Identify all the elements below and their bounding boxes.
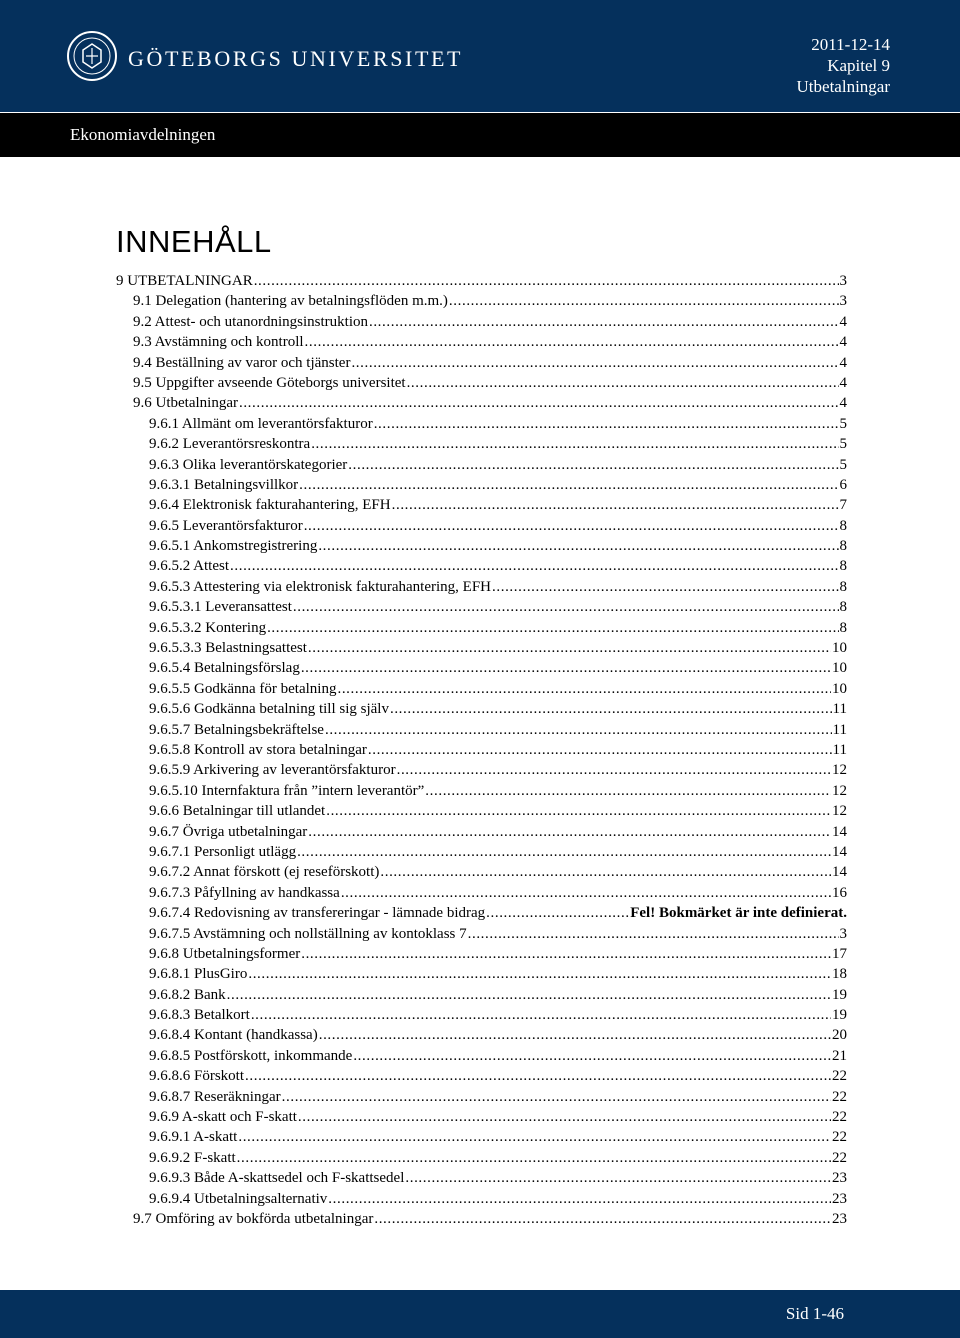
toc-leader-dots <box>341 883 831 903</box>
toc-entry[interactable] <box>116 944 847 964</box>
toc-leader-dots <box>245 1066 831 1086</box>
toc-entry-page: 4 <box>839 334 847 351</box>
toc-entry-page: 4 <box>839 313 847 330</box>
toc-entry-label: 9.6.8.3 Betalkort <box>149 1007 250 1024</box>
toc-leader-dots <box>297 842 831 862</box>
toc-entry[interactable] <box>116 434 847 454</box>
toc-entry-page: 4 <box>839 374 847 391</box>
toc-leader-dots <box>425 781 831 801</box>
toc-entry-page: 22 <box>832 1068 847 1085</box>
toc-entry-page: 11 <box>832 741 847 758</box>
toc-entry-label: 9.6.8.7 Reseräkningar <box>149 1088 281 1105</box>
toc-entry[interactable] <box>116 414 847 434</box>
document-date: 2011-12-14 <box>811 35 890 54</box>
toc-leader-dots <box>267 618 838 638</box>
toc-entry[interactable] <box>116 1025 847 1045</box>
toc-entry[interactable] <box>116 291 847 311</box>
toc-entry-label: 9.6.7.4 Redovisning av transfereringar - lämnade bidrag <box>149 905 486 922</box>
toc-entry-label: 9.6.7.1 Personligt utlägg <box>149 843 297 860</box>
toc-entry-label: 9.6.5.2 Attest <box>149 558 230 575</box>
toc-entry-label: 9.6.1 Allmänt om leverantörsfakturor <box>149 415 373 432</box>
toc-entry-page: 22 <box>832 1149 847 1166</box>
toc-leader-dots <box>227 985 831 1005</box>
toc-entry-page: 21 <box>832 1047 847 1064</box>
toc-leader-dots <box>351 353 838 373</box>
toc-entry[interactable] <box>116 271 847 291</box>
toc-entry[interactable] <box>116 536 847 556</box>
toc-leader-dots <box>486 903 629 923</box>
toc-entry[interactable] <box>116 618 847 638</box>
toc-entry-page: 11 <box>832 721 847 738</box>
toc-leader-dots <box>301 658 831 678</box>
university-seal-icon <box>66 30 118 82</box>
toc-entry-label: 9.6.4 Elektronisk fakturahantering, EFH <box>149 497 391 514</box>
toc-entry-label: 9.6.5.9 Arkivering av leverantörsfakturor <box>149 762 396 779</box>
toc-entry-page: 8 <box>839 558 847 575</box>
toc-leader-dots <box>348 455 838 475</box>
toc-entry[interactable] <box>116 1209 847 1229</box>
toc-entry[interactable] <box>116 985 847 1005</box>
toc-entry-label: 9.6.8.2 Bank <box>149 986 226 1003</box>
toc-entry[interactable] <box>116 1168 847 1188</box>
toc-entry[interactable] <box>116 822 847 842</box>
toc-entry[interactable] <box>116 964 847 984</box>
toc-entry-label: 9.6.9 A-skatt och F-skatt <box>149 1109 297 1126</box>
chapter-label: Kapitel 9 <box>827 56 890 75</box>
toc-entry[interactable] <box>116 740 847 760</box>
toc-entry[interactable] <box>116 516 847 536</box>
toc-entry-label: 9.6.5.3 Attestering via elektronisk fakturahantering, EFH <box>149 578 492 595</box>
toc-entry-label: 9.6.7.3 Påfyllning av handkassa <box>149 884 340 901</box>
toc-leader-dots <box>248 964 831 984</box>
toc-leader-dots <box>353 1046 831 1066</box>
toc-leader-dots <box>305 332 839 352</box>
toc-entry-page: 23 <box>832 1190 847 1207</box>
toc-entry[interactable] <box>116 1046 847 1066</box>
toc-entry-label: 9.7 Omföring av bokförda utbetalningar <box>133 1210 374 1227</box>
toc-entry-page: 14 <box>832 864 847 881</box>
toc-entry-page: 19 <box>832 986 847 1003</box>
toc-entry-label: 9.6.9.2 F-skatt <box>149 1149 236 1166</box>
toc-entry[interactable] <box>116 455 847 475</box>
toc-leader-dots <box>380 862 831 882</box>
toc-entry-page: 6 <box>839 476 847 493</box>
toc-entry-label: 9.6.5.10 Internfaktura från ”intern leverantör” <box>149 782 425 799</box>
toc-entry-label: 9.6.5.7 Betalningsbekräftelse <box>149 721 324 738</box>
toc-leader-dots <box>293 597 839 617</box>
toc-entry-label: 9.6.8.4 Kontant (handkassa) <box>149 1027 318 1044</box>
toc-entry-page: 17 <box>832 945 847 962</box>
toc-entry[interactable] <box>116 638 847 658</box>
toc-entry[interactable] <box>116 393 847 413</box>
toc-leader-dots <box>282 1087 831 1107</box>
document-meta <box>797 34 890 97</box>
toc-entry[interactable] <box>116 679 847 699</box>
toc-entry-label: 9.6.3 Olika leverantörskategorier <box>149 456 348 473</box>
toc-leader-dots <box>311 434 838 454</box>
toc-leader-dots <box>301 944 831 964</box>
toc-entry-page: 19 <box>832 1007 847 1024</box>
toc-entry[interactable] <box>116 373 847 393</box>
toc-entry[interactable] <box>116 801 847 821</box>
toc-entry-page: 5 <box>839 436 847 453</box>
toc-entry-label: 9.1 Delegation (hantering av betalningsflöden m.m.) <box>133 293 448 310</box>
toc-leader-dots <box>230 556 838 576</box>
toc-entry[interactable] <box>116 332 847 352</box>
toc-entry-page: 4 <box>839 395 847 412</box>
page-number: Sid 1-46 <box>785 1304 844 1323</box>
toc-entry-page: 23 <box>832 1210 847 1227</box>
toc-entry[interactable] <box>116 1107 847 1127</box>
toc-entry-label: 9.6.7.2 Annat förskott (ej reseförskott) <box>149 864 380 881</box>
toc-entry-page: 5 <box>839 456 847 473</box>
toc-entry-page: 12 <box>832 782 847 799</box>
toc-leader-dots <box>392 495 839 515</box>
toc-entry[interactable] <box>116 495 847 515</box>
toc-entry[interactable] <box>116 312 847 332</box>
toc-leader-dots <box>238 1127 831 1147</box>
toc-entry[interactable] <box>116 924 847 944</box>
toc-entry-label: 9.5 Uppgifter avseende Göteborgs universitet <box>133 374 406 391</box>
toc-leader-dots <box>374 414 839 434</box>
toc-leader-dots <box>390 699 832 719</box>
toc-entry[interactable] <box>116 1148 847 1168</box>
toc-entry-page: 8 <box>839 578 847 595</box>
toc-leader-dots <box>304 516 839 536</box>
toc-entry-page: 10 <box>832 640 847 657</box>
toc-leader-dots <box>239 393 839 413</box>
toc-entry-label: 9.4 Beställning av varor och tjänster <box>133 354 351 371</box>
toc-entry-label: 9.3 Avstämning och kontroll <box>133 334 304 351</box>
toc-entry-page: 14 <box>832 843 847 860</box>
toc-entry-page: Fel! Bokmärket är inte definierat. <box>630 905 847 922</box>
toc-entry-label: 9.6.5.4 Betalningsförslag <box>149 660 300 677</box>
toc-leader-dots <box>492 577 838 597</box>
toc-leader-dots <box>369 312 839 332</box>
toc-leader-dots <box>325 720 832 740</box>
toc-entry-page: 14 <box>832 823 847 840</box>
toc-entry-page: 5 <box>839 415 847 432</box>
toc-entry-page: 22 <box>832 1109 847 1126</box>
toc-leader-dots <box>328 1189 831 1209</box>
toc-entry-label: 9.6.9.4 Utbetalningsalternativ <box>149 1190 328 1207</box>
toc-entry[interactable] <box>116 1127 847 1147</box>
toc-entry-page: 12 <box>832 803 847 820</box>
toc-leader-dots <box>326 801 831 821</box>
toc-entry-page: 10 <box>832 680 847 697</box>
toc-leader-dots <box>308 822 831 842</box>
toc-entry[interactable] <box>116 903 847 923</box>
toc-entry-label: 9.6.5.5 Godkänna för betalning <box>149 680 337 697</box>
toc-entry-label: 9.6 Utbetalningar <box>133 395 238 412</box>
toc-entry[interactable] <box>116 577 847 597</box>
toc-entry-page: 22 <box>832 1088 847 1105</box>
toc-entry-label: 9.6.2 Leverantörsreskontra <box>149 436 311 453</box>
toc-leader-dots <box>374 1209 831 1229</box>
toc-entry-label: 9.6.8.1 PlusGiro <box>149 966 248 983</box>
toc-entry-label: 9.6.5 Leverantörsfakturor <box>149 517 303 534</box>
toc-entry[interactable] <box>116 883 847 903</box>
toc-entry[interactable] <box>116 658 847 678</box>
toc-entry-page: 18 <box>832 966 847 983</box>
toc-entry-page: 22 <box>832 1129 847 1146</box>
toc-leader-dots <box>337 679 831 699</box>
toc-entry-label: 9.6.5.6 Godkänna betalning till sig själv <box>149 701 389 718</box>
toc-entry-label: 9.6.5.3.2 Kontering <box>149 619 267 636</box>
toc-entry-label: 9.6.8.5 Postförskott, inkommande <box>149 1047 353 1064</box>
toc-entry-label: 9.2 Attest- och utanordningsinstruktion <box>133 313 368 330</box>
toc-entry-page: 8 <box>839 538 847 555</box>
toc-leader-dots <box>251 1005 831 1025</box>
toc-entry[interactable] <box>116 597 847 617</box>
toc-leader-dots <box>468 924 839 944</box>
toc-entry-page: 7 <box>839 497 847 514</box>
toc-entry-label: 9.6.5.1 Ankomstregistrering <box>149 538 318 555</box>
toc-entry[interactable] <box>116 1005 847 1025</box>
toc-entry[interactable] <box>116 699 847 719</box>
toc-leader-dots <box>298 1107 831 1127</box>
toc-leader-dots <box>405 1168 831 1188</box>
toc-leader-dots <box>318 536 838 556</box>
toc-entry-page: 16 <box>832 884 847 901</box>
toc-entry-label: 9 UTBETALNINGAR <box>116 273 253 289</box>
toc-entry-page: 8 <box>839 619 847 636</box>
toc-entry-label: 9.6.6 Betalningar till utlandet <box>149 803 326 820</box>
toc-entry-page: 3 <box>839 293 847 310</box>
toc-entry[interactable] <box>116 781 847 801</box>
toc-entry-page: 8 <box>839 517 847 534</box>
toc-entry[interactable] <box>116 720 847 740</box>
toc-leader-dots <box>397 760 831 780</box>
toc-entry[interactable] <box>116 1189 847 1209</box>
toc-entry-page: 10 <box>832 660 847 677</box>
toc-entry-label: 9.6.7.5 Avstämning och nollställning av kontoklass 7 <box>149 925 467 942</box>
toc-entry-label: 9.6.5.3.3 Belastningsattest <box>149 640 307 657</box>
toc-entry-page: 3 <box>839 273 847 289</box>
department-name: Ekonomiavdelningen <box>70 125 216 144</box>
toc-entry[interactable] <box>116 862 847 882</box>
toc-entry-label: 9.6.3.1 Betalningsvillkor <box>149 476 299 493</box>
toc-entry[interactable] <box>116 475 847 495</box>
toc-entry[interactable] <box>116 1087 847 1107</box>
toc-leader-dots <box>368 740 832 760</box>
toc-leader-dots <box>299 475 838 495</box>
toc-entry-label: 9.6.9.3 Både A-skattsedel och F-skattsedel <box>149 1170 405 1187</box>
toc-entry-page: 4 <box>839 354 847 371</box>
university-name: GÖTEBORGS UNIVERSITET <box>128 46 464 71</box>
toc-entry-label: 9.6.8 Utbetalningsformer <box>149 945 301 962</box>
table-of-contents <box>116 271 847 1229</box>
toc-entry[interactable] <box>116 760 847 780</box>
toc-entry-page: 11 <box>832 701 847 718</box>
toc-entry-page: 3 <box>839 925 847 942</box>
toc-leader-dots <box>308 638 831 658</box>
toc-entry-label: 9.6.5.3.1 Leveransattest <box>149 599 292 616</box>
toc-entry-label: 9.6.7 Övriga utbetalningar <box>149 823 308 840</box>
toc-heading: INNEHÅLL <box>116 224 272 259</box>
toc-entry-label: 9.6.5.8 Kontroll av stora betalningar <box>149 741 367 758</box>
toc-entry[interactable] <box>116 353 847 373</box>
section-label: Utbetalningar <box>796 77 890 96</box>
toc-entry-label: 9.6.8.6 Förskott <box>149 1068 245 1085</box>
toc-entry[interactable] <box>116 842 847 862</box>
toc-leader-dots <box>237 1148 831 1168</box>
toc-entry-page: 23 <box>832 1170 847 1187</box>
toc-entry[interactable] <box>116 556 847 576</box>
toc-entry-page: 12 <box>832 762 847 779</box>
toc-leader-dots <box>407 373 839 393</box>
toc-leader-dots <box>319 1025 831 1045</box>
toc-leader-dots <box>254 271 839 291</box>
toc-entry-label: 9.6.9.1 A-skatt <box>149 1129 238 1146</box>
toc-leader-dots <box>449 291 839 311</box>
toc-entry-page: 20 <box>832 1027 847 1044</box>
toc-entry-page: 8 <box>839 599 847 616</box>
toc-entry[interactable] <box>116 1066 847 1086</box>
